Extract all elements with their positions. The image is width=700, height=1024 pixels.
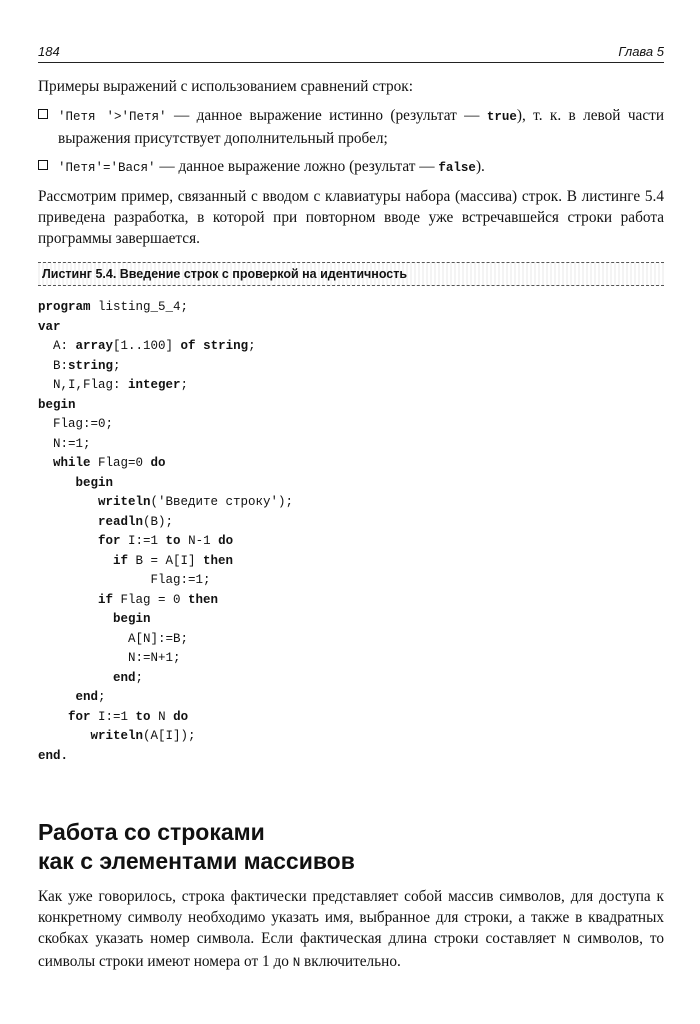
code-text: ; [180,378,189,392]
code-line [38,688,664,708]
code-keyword: do [218,534,234,548]
code-line [38,357,664,377]
code-text: [1..100] [113,339,181,353]
code-keyword: end [113,670,136,685]
bullet-text-tail: ), т. к. в левой части выражения присутствует дополнительный пробел; [58,107,664,147]
code-text: Flag:=0; [38,417,114,431]
section-text-2: символов, то символы строки имеют номера от 1 до [38,930,664,970]
bullet-result: true [486,110,517,124]
code-text [38,515,98,529]
bullet-box-icon [38,160,48,170]
code-line [38,727,664,747]
code-keyword: while [53,456,91,470]
code-text: N,I,Flag: [38,378,129,392]
code-line [38,396,664,416]
code-line [38,454,664,474]
section-title-line2: как с элементами массивов [38,848,355,874]
code-text [38,729,91,743]
code-line [38,630,664,650]
code-text [38,593,98,607]
code-keyword: if [98,592,114,607]
code-text: B = A[I] [128,553,204,568]
code-keyword: end. [38,748,69,763]
code-text: I:=1 [120,534,166,548]
code-keyword: writeln [90,729,144,743]
code-text [38,612,113,626]
section-title [38,818,664,876]
listing-caption-text: Листинг 5.4. Введение строк с проверкой на идентичность [42,267,408,281]
intro-paragraph: Примеры выражений с использованием сравнений строк: [38,78,413,95]
code-line [38,591,664,611]
code-keyword: program [38,300,91,314]
code-text [38,554,113,568]
bullet-item-1 [38,105,664,149]
code-keyword: if [113,553,129,568]
code-line [38,474,664,494]
code-text: ; [135,670,144,685]
code-keyword: begin [113,612,151,626]
code-text: (A[I]); [143,729,196,743]
code-listing [38,298,664,766]
code-line [38,708,664,728]
page-number: 184 [38,44,60,59]
code-text [38,534,98,548]
code-keyword: to [165,534,181,548]
section-paragraph [38,886,664,974]
code-line [38,747,664,767]
code-text [38,495,98,509]
code-keyword: then [188,592,219,607]
code-text: A[N]:=B; [38,631,189,646]
code-keyword: then [203,553,234,568]
code-keyword: for [68,709,91,724]
paragraph-listing-intro: Рассмотрим пример, связанный с вводом с клавиатуры набора (массива) строк. В листинге 5.4 приведена разработка, в которой при повторном вводе уже встречавшейся строки работа программы завершается. [38,188,664,247]
code-text: Flag = 0 [113,592,189,607]
code-text: Flag:=1; [38,573,211,587]
bullet-code: 'Петя'='Вася' [58,161,156,175]
code-text [38,710,68,724]
header-rule [38,62,664,63]
code-line [38,435,664,455]
code-keyword: to [135,709,151,724]
code-keyword: for [98,534,121,548]
section-text-3: включительно. [300,953,401,970]
code-text: I:=1 [90,709,136,724]
code-line [38,552,664,572]
code-line [38,532,664,552]
code-line [38,610,664,630]
chapter-label: Глава 5 [618,44,664,59]
code-keyword: begin [38,397,76,412]
code-text: N-1 [180,534,219,548]
code-text [38,456,53,470]
code-line [38,318,664,338]
code-text: ; [113,358,121,373]
code-keyword: end [75,690,99,704]
bullet-result: false [438,161,476,175]
section-title-line1: Работа со строками [38,819,265,845]
code-text [38,690,76,704]
code-line [38,415,664,435]
code-keyword: readln [98,514,144,529]
code-text: Flag=0 [90,456,151,470]
code-keyword: begin [75,475,114,490]
code-keyword: of [180,339,196,353]
intro-block [38,76,664,249]
code-line [38,298,664,318]
code-text: ; [98,690,106,704]
code-line [38,376,664,396]
code-text: listing_5_4; [90,300,189,314]
code-keyword: do [173,709,189,724]
code-line [38,571,664,591]
code-text: (B); [143,514,174,529]
code-keyword: writeln [98,495,151,509]
code-keyword: string [68,358,114,373]
code-text [38,476,76,490]
code-keyword: integer [128,378,181,392]
code-text: B: [38,358,69,373]
var-n: N [562,933,571,947]
code-line [38,493,664,513]
bullet-code: 'Петя '>'Петя' [58,110,167,124]
bullet-item-2 [38,156,664,179]
code-line [38,649,664,669]
code-text: N:=N+1; [38,651,181,665]
code-line [38,513,664,533]
section-text-1: Как уже говорилось, строка фактически представляет собой массив символов, для доступа к конкретному символу необходимо указать имя, выбранное для строки, а также в квадратных скобках указать номер символа. Если фактическая длина строки составляет [38,888,664,947]
code-line [38,669,664,689]
bullet-text: — данное выражение истинно (результат — [166,107,487,124]
code-text [196,339,204,353]
bullet-text: — данное выражение ложно (результат — [155,158,439,175]
page-header [38,44,664,64]
code-text: N:=1; [38,436,91,451]
listing-caption [38,262,664,286]
code-keyword: var [38,319,61,334]
bullet-text-tail: ). [475,158,485,175]
bullet-box-icon [38,109,48,119]
code-keyword: array [75,339,114,353]
code-line [38,337,664,357]
code-keyword: do [150,456,166,470]
code-text [38,671,113,685]
code-text: A: [38,339,76,353]
code-text: N [150,709,174,724]
code-keyword: string [203,339,249,353]
code-text: ; [248,339,256,353]
code-text: ('Введите строку'); [150,495,294,509]
var-n-2: N [292,956,301,970]
